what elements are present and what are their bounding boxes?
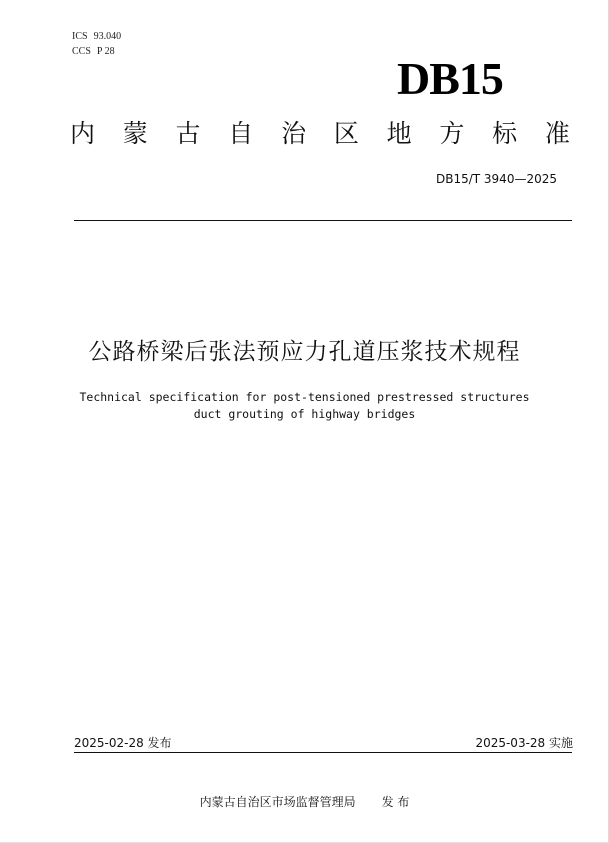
- category-char: 治: [281, 119, 307, 148]
- issuing-authority: [0, 795, 609, 809]
- ccs-classification: [72, 46, 115, 58]
- english-title-line: duct grouting of highway bridges: [193, 407, 416, 421]
- category-char: 区: [333, 119, 359, 148]
- implementation-date: 2025-03-28 实施: [475, 736, 573, 750]
- ccs-code: P 28: [96, 46, 115, 57]
- standard-logo: DB15: [397, 53, 503, 104]
- standard-code: DB15/T 3940—2025: [435, 172, 557, 186]
- category-char: 标: [492, 119, 518, 148]
- category-char: 内: [70, 119, 96, 148]
- ccs-label: CCS: [72, 46, 91, 57]
- bottom-divider: [74, 752, 572, 753]
- english-title-line: Technical specification for post-tensioned prestressed structures: [79, 390, 530, 404]
- document-title-chinese: 公路桥梁后张法预应力孔道压浆技术规程: [88, 339, 521, 365]
- document-title-english: [0, 389, 609, 423]
- category-char: 蒙: [122, 119, 148, 148]
- issuer-name: 内蒙古自治区市场监督管理局: [199, 795, 356, 809]
- top-divider: [74, 220, 572, 221]
- category-char: 自: [228, 119, 254, 148]
- category-char: 方: [439, 119, 465, 148]
- category-char: 准: [544, 119, 570, 148]
- ics-classification: [72, 31, 121, 43]
- ics-label: ICS: [72, 31, 88, 42]
- category-char: 古: [175, 119, 201, 148]
- standard-category: [70, 118, 570, 150]
- category-char: 地: [386, 119, 412, 148]
- issue-word: 发 布: [381, 795, 410, 809]
- ics-code: 93.040: [93, 31, 122, 42]
- issue-date: 2025-02-28 发布: [74, 736, 172, 750]
